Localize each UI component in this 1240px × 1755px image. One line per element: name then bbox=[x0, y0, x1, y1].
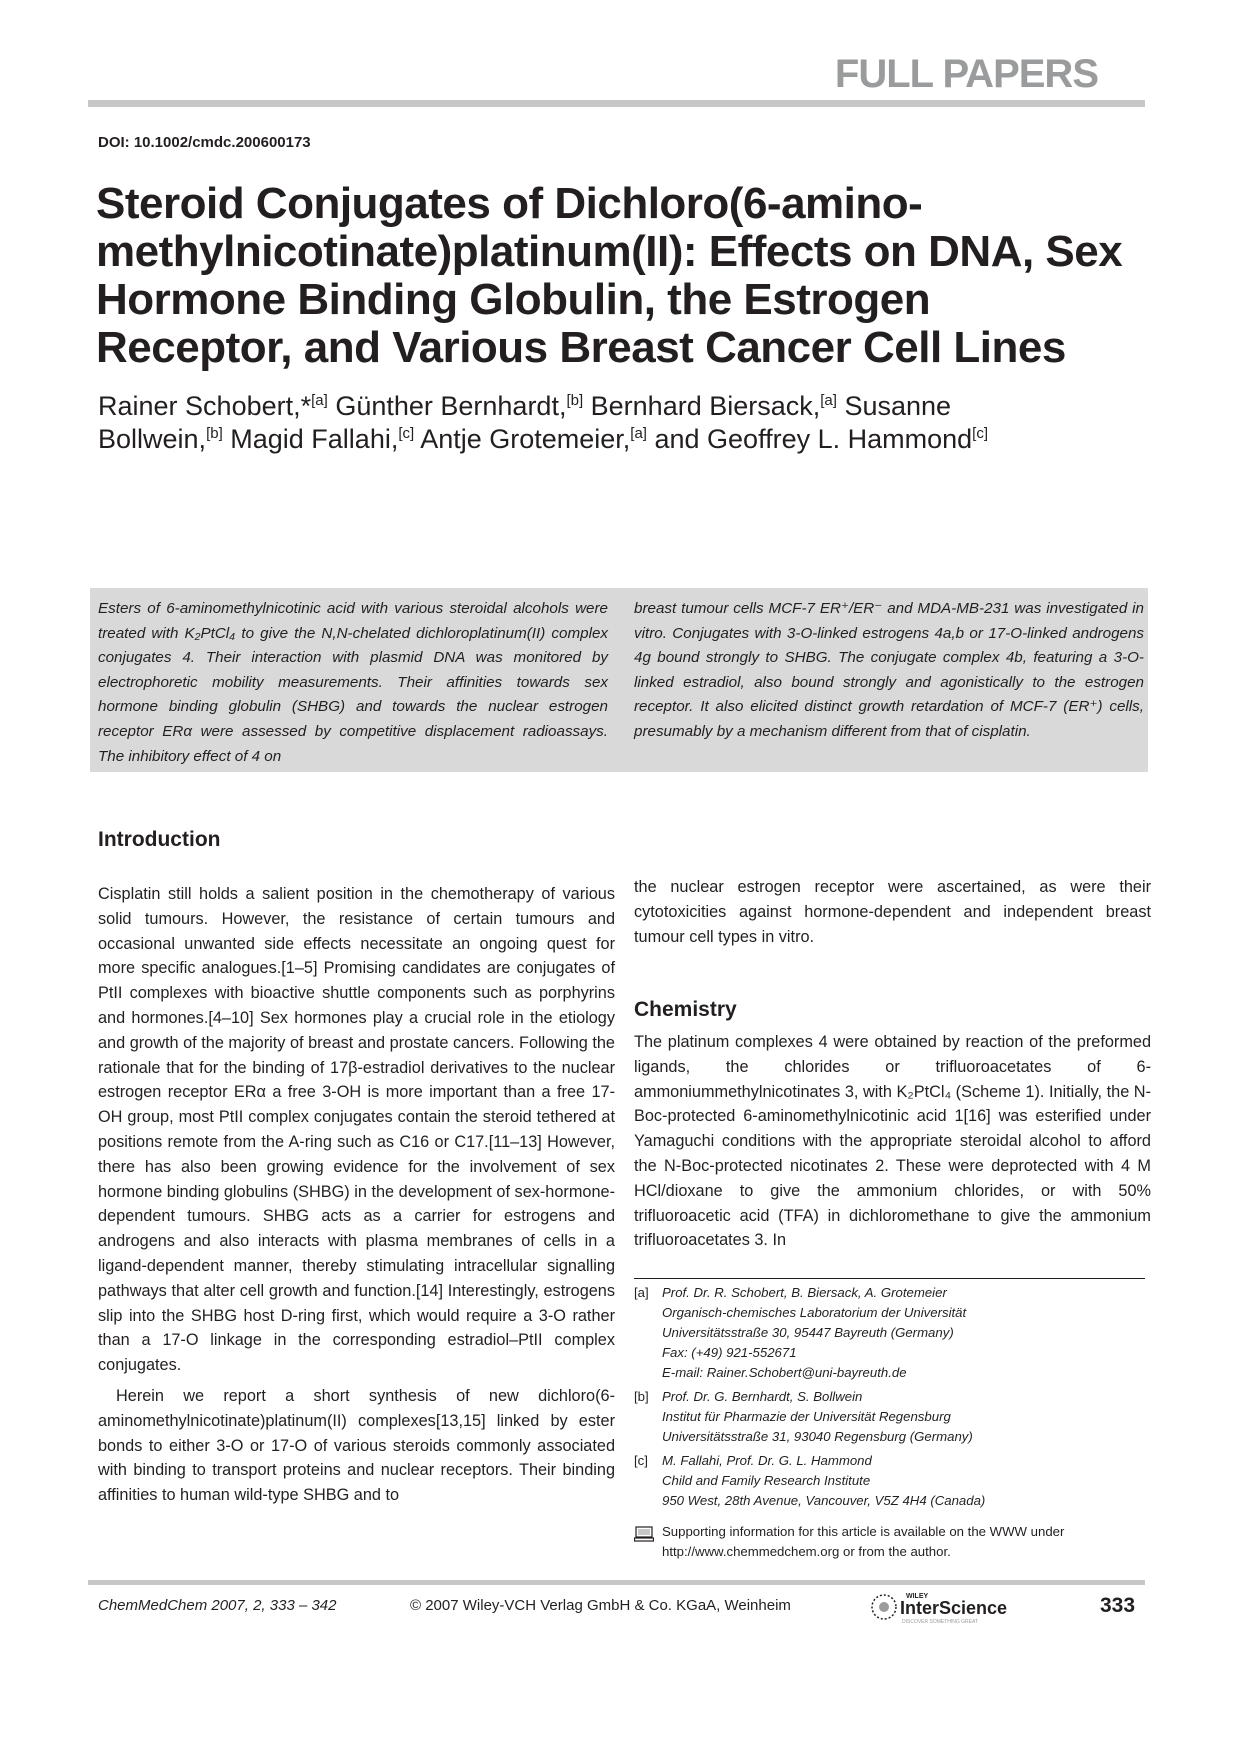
author-affiliation-marker: [a] bbox=[820, 392, 837, 409]
intro-paragraph-3: the nuclear estrogen receptor were ascertained, as were their cytotoxicities against hormone-dependent and independent breast tumour cell types in vitro. bbox=[634, 878, 1151, 946]
author-affiliation-marker: [a] bbox=[311, 392, 328, 409]
footnote-rule bbox=[634, 1278, 1145, 1279]
doi[interactable]: DOI: 10.1002/cmdc.200600173 bbox=[98, 134, 311, 151]
footnote-key: [a] bbox=[634, 1285, 649, 1300]
footnote bbox=[634, 1283, 1145, 1383]
footnote bbox=[634, 1451, 1145, 1511]
author-affiliation-marker: [a] bbox=[630, 425, 647, 442]
abstract-right-column: breast tumour cells MCF-7 ER⁺/ER⁻ and MDA-MB-231 was investigated in vitro. Conjugates with 3-O-linked estrogens 4a,b or 17-O-linked androgens 4g bound strongly to SHBG. The conjugate complex 4b, featuring a 3-O-linked estradiol, also bound strongly and agonistically to the estrogen receptor. It also elicited distinct growth retardation of MCF-7 (ER⁺) cells, presumably by a mechanism different from that of cisplatin. bbox=[634, 600, 1144, 740]
header-rule bbox=[88, 100, 1145, 107]
svg-text:WILEY: WILEY bbox=[906, 1593, 929, 1600]
footnote-key: [b] bbox=[634, 1389, 649, 1404]
author-name: Susanne Bollwein, bbox=[98, 391, 952, 454]
author-affiliation-marker: [b] bbox=[566, 392, 584, 409]
svg-text:InterScience: InterScience bbox=[900, 1598, 1008, 1618]
article-title: Steroid Conjugates of Dichloro(6-amino-methylnicotinate)platinum(II): Effects on DNA, Sex Hormone Binding Globulin, the Estrogen Receptor, and Various Breast Cancer Cell Lines bbox=[96, 179, 1123, 372]
footnote-line: Fax: (+49) 921-552671 bbox=[662, 1345, 797, 1360]
footnote-line: Universitätsstraße 31, 93040 Regensburg (Germany) bbox=[662, 1429, 973, 1444]
supporting-info bbox=[634, 1522, 1145, 1562]
chemistry-paragraph-1: The platinum complexes 4 were obtained by reaction of the preformed ligands, the chlorides or trifluoroacetates of 6-ammoniummethylnicotinates 3, with K₂PtCl₄ (Scheme 1). Initially, the N-Boc-protected 6-aminomethylnicotinic acid 1[16] was esterified under Yamaguchi conditions with the appropriate steroidal alcohol to afford the N-Boc-protected nicotinates 2. These were deprotected with 4 M HCl/dioxane to give the ammonium chlorides, or with 50% trifluoroacetic acid (TFA) in dichloromethane to give the ammonium trifluoroacetates 3. In bbox=[634, 1033, 1151, 1250]
footnote-key: [c] bbox=[634, 1453, 648, 1468]
author-name: Antje Grotemeier, bbox=[414, 424, 631, 454]
abstract-box bbox=[90, 588, 1148, 772]
introduction-heading: Introduction bbox=[98, 828, 221, 851]
intro-paragraph-2: Herein we report a short synthesis of new dichloro(6-aminomethylnicotinate)platinum(II) complexes[13,15] linked by ester bonds to either 3-O or 17-O of various steroids commonly associated with binding to transport proteins and nuclear receptors. Their binding affinities to human wild-type SHBG and to bbox=[98, 1386, 615, 1505]
author-affiliation-marker: [b] bbox=[206, 425, 223, 442]
footnote-line: Prof. Dr. R. Schobert, B. Biersack, A. Grotemeier bbox=[662, 1285, 947, 1300]
footnote-line: Child and Family Research Institute bbox=[662, 1473, 871, 1488]
author-name: Rainer Schobert,* bbox=[98, 391, 312, 421]
author-name: Bernhard Biersack, bbox=[583, 391, 821, 421]
chemistry-column bbox=[634, 1030, 1151, 1253]
footnote-line: Universitätsstraße 30, 95447 Bayreuth (Germany) bbox=[662, 1325, 954, 1340]
footnote-line: Organisch-chemisches Laboratorium der Universität bbox=[662, 1305, 967, 1320]
author-affiliation-marker: [c] bbox=[398, 425, 415, 442]
footer-journal-citation: ChemMedChem 2007, 2, 333 – 342 bbox=[98, 1597, 337, 1614]
section-label: FULL PAPERS bbox=[834, 52, 1098, 96]
computer-icon bbox=[634, 1526, 654, 1542]
abstract-left-column: Esters of 6-aminomethylnicotinic acid with various steroidal alcohols were treated with K₂PtCl₄ to give the N,N-chelated dichloroplatinum(II) complex conjugates 4. Their interaction with plasmid DNA was monitored by electrophoretic mobility measurements. Their affinities towards sex hormone binding globulin (SHBG) and towards the nuclear estrogen receptor ERα were assessed by competitive displacement radioassays. The inhibitory effect of 4 on bbox=[98, 600, 608, 765]
footnote bbox=[634, 1387, 1145, 1447]
author-name: and Geoffrey L. Hammond bbox=[646, 424, 973, 454]
footnote-line[interactable]: E-mail: Rainer.Schobert@uni-bayreuth.de bbox=[662, 1365, 907, 1380]
supporting-info-text[interactable]: Supporting information for this article is available on the WWW under http://www.chemmedchem.org or from the author. bbox=[662, 1524, 1065, 1559]
author-affiliation-marker: [c] bbox=[972, 425, 989, 442]
author-list bbox=[98, 390, 998, 456]
svg-text:DISCOVER SOMETHING GREAT: DISCOVER SOMETHING GREAT bbox=[902, 1619, 979, 1625]
footnotes bbox=[634, 1283, 1145, 1515]
footer-rule bbox=[88, 1580, 1145, 1585]
interscience-logo[interactable] bbox=[870, 1588, 1040, 1626]
footer-copyright: © 2007 Wiley-VCH Verlag GmbH & Co. KGaA, Weinheim bbox=[410, 1597, 791, 1614]
footnote-line: Institut für Pharmazie der Universität Regensburg bbox=[662, 1409, 951, 1424]
author-name: Günther Bernhardt, bbox=[327, 391, 567, 421]
intro-paragraph-1: Cisplatin still holds a salient position in the chemotherapy of various solid tumours. However, the resistance of certain tumours and occasional unwanted side effects necessitate an ongoing quest for more specific analogues.[1–5] Promising candidates are conjugates of PtII complexes with bioactive shuttle components such as porphyrins and hormones.[4–10] Sex hormones play a crucial role in the etiology and growth of the majority of breast and prostate cancers. Following the rationale that for the binding of 17β-estradiol derivatives to the nuclear estrogen receptor ERα a free 3-OH is more important than a free 17-OH group, most PtII complex conjugates contain the steroid tethered at positions remote from the A-ring such as C16 or C17.[11–13] However, there has also been growing evidence for the involvement of sex hormone binding globulins (SHBG) in the development of sex-hormone-dependent tumours. SHBG acts as a carrier for estrogens and androgens and also interacts with plasma membranes of cells in a ligand-dependent manner, thereby stimulating intracellular signalling pathways that alter cell growth and function.[14] Interestingly, estrogens slip into the SHBG host D-ring first, which would require a 3-O rather than a 17-O linkage in the corresponding estradiol–PtII complex conjugates. bbox=[98, 885, 615, 1375]
page-number: 333 bbox=[1100, 1594, 1136, 1617]
author-name: Magid Fallahi, bbox=[222, 424, 399, 454]
footnote-line: Prof. Dr. G. Bernhardt, S. Bollwein bbox=[662, 1389, 863, 1404]
chemistry-heading: Chemistry bbox=[634, 998, 737, 1021]
right-column bbox=[634, 875, 1151, 949]
footnote-line: M. Fallahi, Prof. Dr. G. L. Hammond bbox=[662, 1453, 872, 1468]
left-column bbox=[98, 882, 615, 1508]
footnote-line: 950 West, 28th Avenue, Vancouver, V5Z 4H4 (Canada) bbox=[662, 1493, 986, 1508]
